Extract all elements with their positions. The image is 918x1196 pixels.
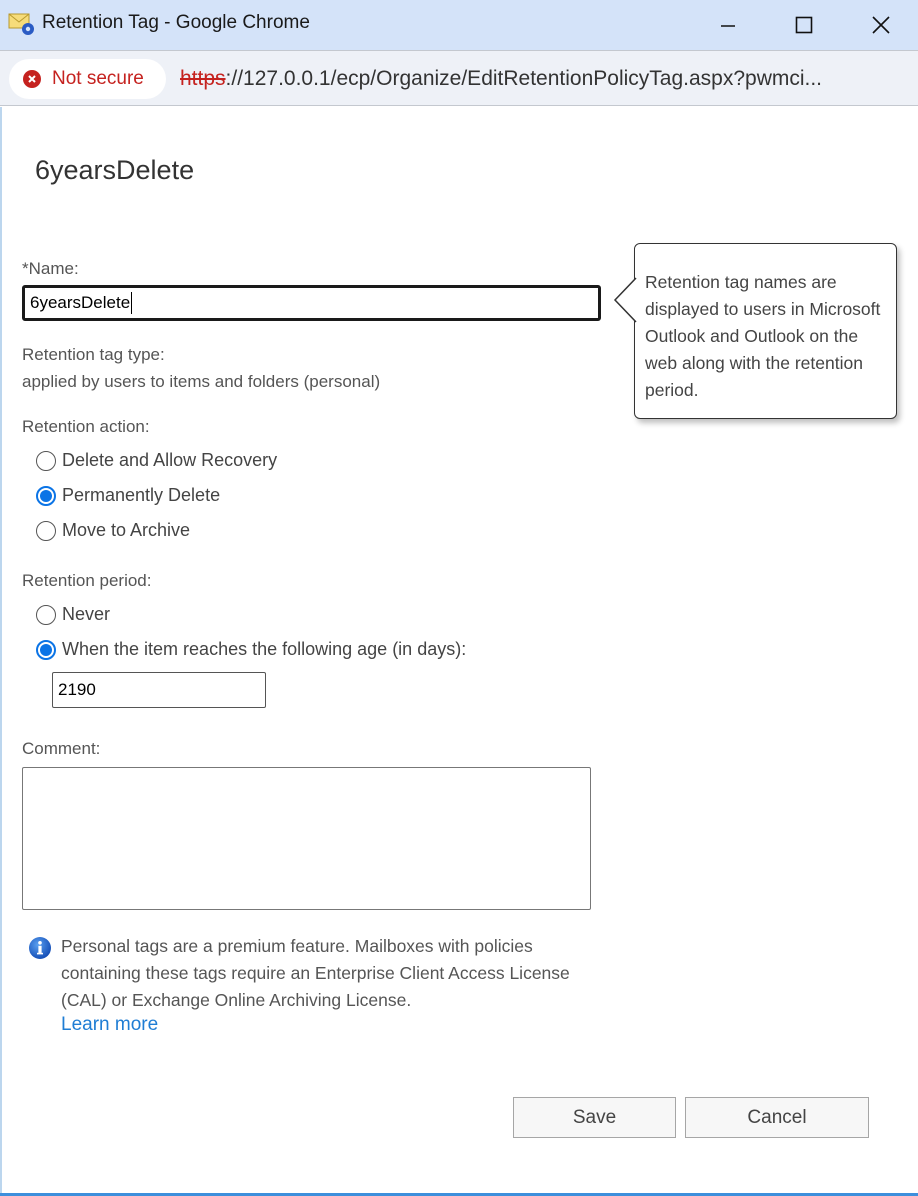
tag-type-value: applied by users to items and folders (personal): [22, 372, 381, 391]
window-title: Retention Tag - Google Chrome: [42, 12, 310, 33]
radio-label: Move to Archive: [62, 520, 191, 540]
maximize-icon: [795, 16, 813, 34]
name-input-value: 6yearsDelete: [30, 293, 131, 312]
radio-permanently-delete[interactable]: [36, 485, 220, 506]
comment-label: Comment:: [22, 739, 101, 758]
radio-label: Permanently Delete: [62, 485, 221, 505]
tooltip-arrow-icon: [613, 276, 637, 324]
radio-checked-icon: [36, 486, 56, 506]
window-titlebar: [0, 0, 918, 50]
url-path: ://127.0.0.1/ecp/Organize/EditRetentionPolicyTag.aspx?pwmci...: [225, 67, 823, 90]
mail-settings-icon: [8, 11, 36, 37]
url-scheme: https: [180, 67, 226, 90]
cancel-button[interactable]: Cancel: [685, 1097, 869, 1138]
radio-label: Never: [62, 604, 111, 624]
radio-move-to-archive[interactable]: [36, 520, 190, 541]
name-input[interactable]: [22, 285, 601, 321]
edit-retention-tag-page: [0, 107, 918, 1194]
radio-unchecked-icon: [36, 605, 56, 625]
error-icon: [23, 70, 41, 88]
not-secure-label: Not secure: [52, 68, 144, 89]
radio-label: When the item reaches the following age (in days):: [62, 639, 467, 659]
name-label: *Name:: [22, 259, 79, 278]
comment-textarea[interactable]: [22, 767, 591, 910]
info-icon: [28, 936, 52, 960]
close-button[interactable]: [843, 0, 918, 50]
premium-feature-notice: Personal tags are a premium feature. Mailboxes with policies containing these tags require an Enterprise Client Access License (CAL) or Exchange Online Archiving License.: [61, 936, 570, 1010]
radio-age-in-days[interactable]: [36, 639, 466, 660]
radio-unchecked-icon: [36, 521, 56, 541]
age-days-value: 2190: [58, 680, 96, 699]
learn-more-link[interactable]: Learn more: [61, 1014, 159, 1035]
radio-delete-allow-recovery[interactable]: [36, 450, 277, 471]
retention-period-label: Retention period:: [22, 571, 152, 590]
minimize-icon: [720, 17, 736, 33]
age-days-input[interactable]: [52, 672, 266, 708]
retention-action-label: Retention action:: [22, 417, 150, 436]
radio-label: Delete and Allow Recovery: [62, 450, 278, 470]
tag-type-label: Retention tag type:: [22, 345, 165, 364]
maximize-button[interactable]: [766, 0, 842, 50]
radio-unchecked-icon: [36, 451, 56, 471]
close-icon: [872, 16, 890, 34]
radio-never[interactable]: [36, 604, 110, 625]
save-button[interactable]: Save: [513, 1097, 676, 1138]
text-caret: [131, 292, 132, 314]
tooltip-text: Retention tag names are displayed to users in Microsoft Outlook and Outlook on the web along with the retention period.: [645, 272, 881, 400]
page-title: 6yearsDelete: [35, 155, 195, 185]
url-field[interactable]: [180, 67, 822, 91]
minimize-button[interactable]: [690, 0, 766, 50]
security-indicator[interactable]: [9, 59, 166, 99]
name-help-tooltip: [634, 243, 897, 419]
address-bar: [0, 50, 918, 106]
radio-checked-icon: [36, 640, 56, 660]
